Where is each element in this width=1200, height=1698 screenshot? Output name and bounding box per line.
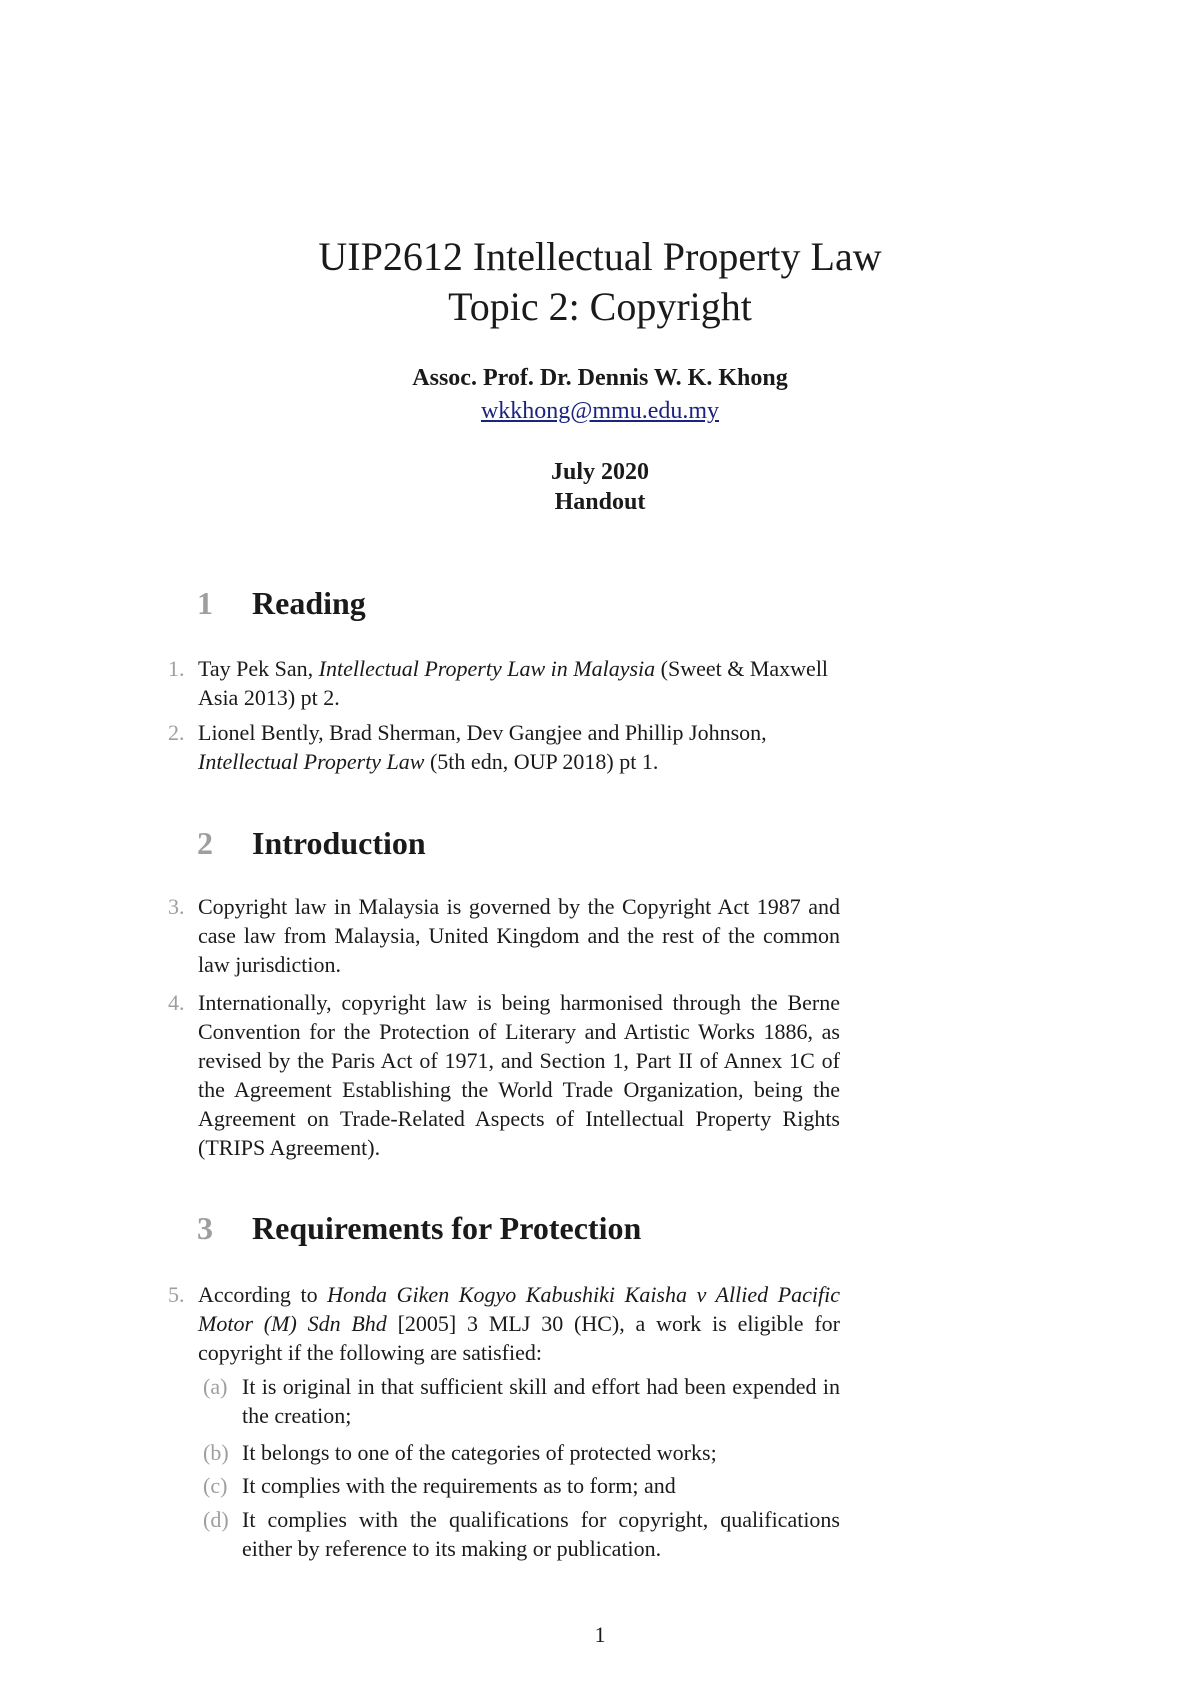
list-item: 2. Lionel Bently, Brad Sherman, Dev Gangjee and Phillip Johnson, Intellectual Property Law (5th edn, OUP 2018) pt 1. [168,720,767,774]
sub-list-item: (a) It is original in that sufficient skill and effort had been expended in the creation; [203,1374,840,1428]
author-email [0,398,1200,425]
section-number: 3 [197,1210,213,1246]
list-item: 4. Internationally, copyright law is being harmonised through the Berne Convention for the Protection of Literary and Artistic Works 1886, as revised by the Paris Act of 1971, and Section 1, Part II of Annex 1C of the Agreement Establishing the World Trade Organization, being the Agreement on Trade-Related Aspects of Intellectual Property Rights (TRIPS Agreement). [168,990,840,1160]
document-type: Handout [554,489,646,515]
list-item: 3. Copyright law in Malaysia is governed by the Copyright Act 1987 and case law from Malaysia, United Kingdom and the rest of the common law jurisdiction. [168,894,840,977]
section-title: Reading [252,585,366,621]
email-link[interactable]: wkkhong@mmu.edu.my [480,398,720,424]
sub-list-item: (d) It complies with the qualifications for copyright, qualifications either by reference to its making or publication. [203,1507,840,1561]
case-name: Honda Giken Kogyo Kabushiki Kaisha v Allied Pacific Motor (M) Sdn Bhd [198,1282,841,1336]
sub-item-label: (d) [203,1507,229,1532]
section-heading-requirements [197,1210,641,1247]
item-number: 2. [168,720,185,745]
document-date: July 2020 [550,459,649,485]
section-title: Introduction [252,825,426,861]
section-heading-introduction [197,825,426,862]
date-block [0,457,1200,517]
document-title: UIP2612 Intellectual Property Law [318,234,882,279]
item-number: 3. [168,894,185,919]
sub-list-item: (b) It belongs to one of the categories of protected works; [203,1440,717,1465]
page-number: 1 [594,1622,606,1647]
document-subtitle: Topic 2: Copyright [448,284,752,329]
item-number: 1. [168,656,185,681]
list-item: 5. According to Honda Giken Kogyo Kabushiki Kaisha v Allied Pacific Motor (M) Sdn Bhd [2005] 3 MLJ 30 (HC), a work is eligible for copyright if the following are satisfied: [168,1282,841,1365]
book-title: Intellectual Property Law in Malaysia [318,656,656,681]
section-title: Requirements for Protection [252,1210,642,1246]
author-name: Assoc. Prof. Dr. Dennis W. K. Khong [412,365,788,391]
section-number: 2 [197,825,213,861]
section-number: 1 [197,585,213,621]
item-number: 4. [168,990,185,1015]
book-title: Intellectual Property Law [198,749,425,774]
item-number: 5. [168,1282,185,1307]
sub-item-label: (c) [203,1473,228,1498]
section-heading-reading [197,585,366,622]
sub-list-item: (c) It complies with the requirements as to form; and [203,1473,676,1498]
sub-item-label: (a) [203,1374,228,1399]
sub-item-label: (b) [203,1440,229,1465]
list-item: 1. Tay Pek San, Intellectual Property Law in Malaysia (Sweet & Maxwell Asia 2013) pt 2. [168,656,829,710]
